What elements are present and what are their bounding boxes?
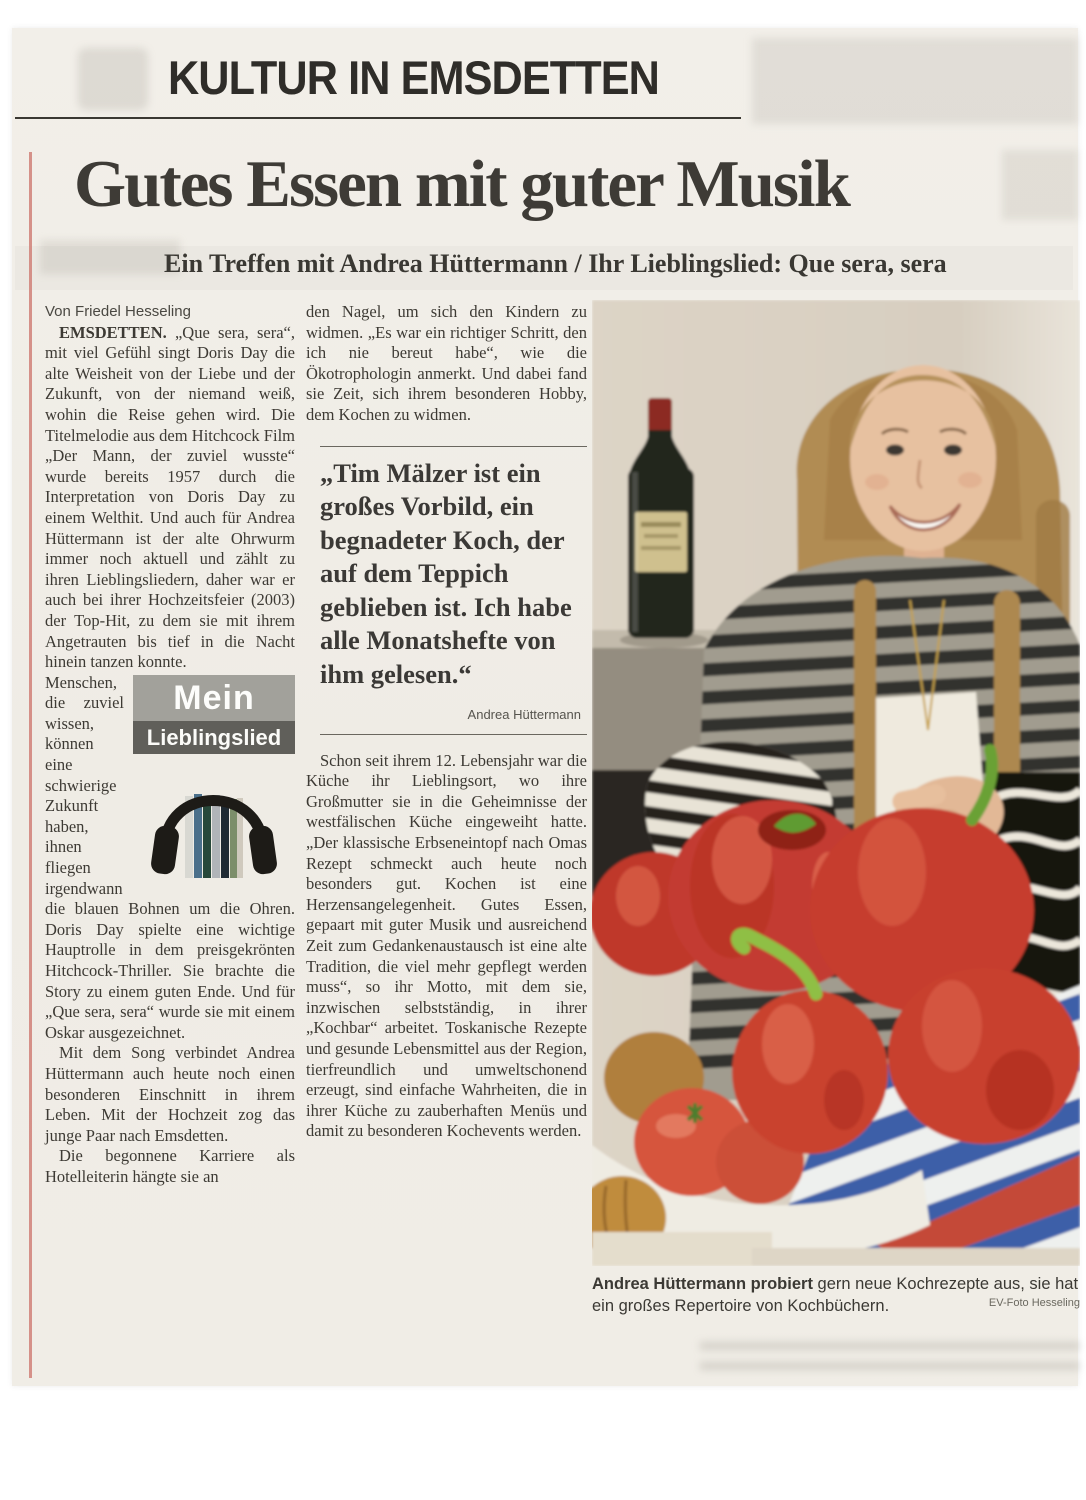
article-column-1 (45, 302, 295, 1188)
paragraph: Schon seit ihrem 12. Lebensjahr war die Küche ihr Lieblingsort, wo ihre Großmutter sie in die Geheimnisse der westfälischen Küche eingeweiht hatte. „Der klassische Erbseneintopf nach Omas Rezept schmeckt auch heute noch besonders gut. Kochen ist eine Herzensangelegenheit. Gutes Essen, gepaart mit guter Musik und ausreichend Zeit zum Gedankenaustausch ist eine alte Tradition, die viel mehr gepflegt werden muss“, so ihr Motto, mit dem sie, inzwischen selbstständig, in ihrer „Kochbar“ arbeitet. Toskanische Rezepte und gesunde Lebensmittel aus der Region, tierfreundlich und umweltschonend erzeugt, sind einfache Wahrheiten, die in ihrer Küche zu zauberhaften Menüs und damit zu besonderen Kochevents werden. (306, 750, 587, 1141)
headline: Gutes Essen mit guter Musik (74, 147, 849, 221)
paragraph (45, 323, 295, 673)
caption-bold: Andrea Hüttermann probiert (592, 1275, 813, 1293)
pull-quote (320, 446, 587, 735)
headphones-cds-image (133, 754, 295, 882)
pull-quote-attribution: Andrea Hüttermann (467, 707, 581, 723)
caption-text: gern neue Kochrezepte aus, sie hat ein großes Repertoire von Kochbüchern. (592, 1275, 1079, 1315)
paragraph: den Nagel, um sich den Kindern zu widmen. „Es war ein richtiger Schritt, den ich nie bereut habe“, wie die Ökotrophologin anmerkt. Und dabei fand sie Zeit, sich ihrem besonderen Hobby, dem Kochen zu widmen. (306, 302, 587, 424)
infobox-title-line2: Lieblingslied (133, 721, 295, 754)
photo-illustration (592, 300, 1080, 1266)
byline: Von Friedel Hesseling (45, 303, 191, 320)
paragraph: Menschen, die zuviel wissen, können eine schwierige Zukunft haben, ihnen fliegen irgendwann die blauen Bohnen um die Ohren. Doris Day spielte eine wichtige Hauptrolle in dem preisgekrönten Hitchcock-Thriller. Sie brachte die Story zu einem guten Ende. Und für „Que sera, sera“ wurde sie mit einem Oskar ausgezeichnet. (45, 672, 295, 1042)
section-kicker: KULTUR IN EMSDETTEN (168, 51, 659, 104)
infobox-mein-lieblingslied (133, 675, 295, 882)
photo-credit: EV-Foto Hesseling (988, 1296, 1080, 1309)
paragraph: Die begonnene Karriere als Hotelleiterin hängte sie an (45, 1146, 295, 1186)
dateline: EMSDETTEN. (59, 322, 167, 342)
table-front (752, 1248, 1080, 1266)
article-photo (592, 300, 1080, 1266)
kicker-rule (15, 117, 741, 119)
photo-caption (592, 1274, 1082, 1317)
infobox-title-line1: Mein (133, 675, 295, 721)
subheadline: Ein Treffen mit Andrea Hüttermann / Ihr Lieblingslied: Que sera, sera (164, 249, 947, 278)
paragraph-text: „Que sera, sera“, mit viel Gefühl singt Doris Day die alte Weisheit von der Liebe und der Zukunft, von der niemand weiß, wohin die Reise gehen wird. Die Titelmelodie aus dem Hitchcock Film „Der Mann, der zuviel wusste“ wurde bereits 1957 durch die Interpretation von Doris Day zu einem Welthit. Und auch für Andrea Hüttermann ist der alte Ohrwurm immer noch aktuell und zählt zu ihren Lieblingsliedern, daher war er auch bei ihrer Hochzeitsfeier (2003) der Top-Hit, zu dem sie mit ihrem Angetrauten bis tief in die Nacht hinein tanzen konnte. (45, 322, 295, 672)
article-column-2 (306, 302, 587, 1142)
margin-red-line (29, 152, 32, 1378)
pull-quote-text: „Tim Mälzer ist ein großes Vorbild, ein begnadeter Koch, der auf dem Teppich geblieben ist. Ich habe alle Monatshefte von ihm gelesen.“ (320, 457, 572, 689)
paragraph: Mit dem Song verbindet Andrea Hüttermann auch heute noch einen besonderen Einschnitt in ihrem Leben. Mit der Hochzeit zog das junge Paar nach Emsdetten. (45, 1043, 295, 1145)
headphones-icon (133, 754, 295, 882)
cloth-bottom-left (592, 1232, 772, 1266)
